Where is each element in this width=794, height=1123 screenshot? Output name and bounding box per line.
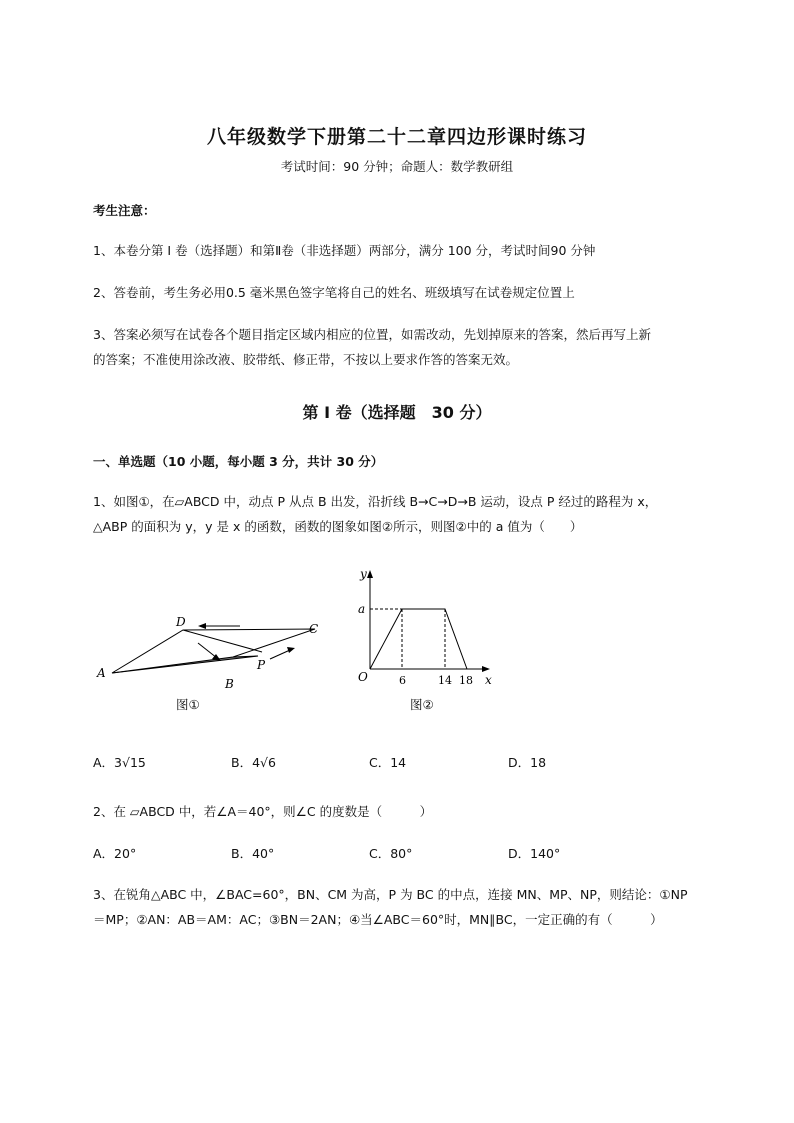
label-p: P bbox=[257, 658, 266, 672]
q1-option-c[interactable]: C．14 bbox=[369, 755, 407, 770]
page-title: 八年级数学下册第二十二章四边形课时练习 bbox=[206, 126, 587, 148]
y-axis-arrow bbox=[367, 570, 373, 578]
label-c: C bbox=[309, 622, 319, 636]
notice-item-3: 3、答案必须写在试卷各个题目指定区域内相应的位置，如需改动，先划掉原来的答案，然后再写上新 bbox=[93, 327, 651, 342]
q1-option-a[interactable]: A．3√15 bbox=[93, 755, 146, 770]
arrow-down-line bbox=[198, 643, 217, 658]
q3-stem-line2: ＝MP；②AN：AB＝AM：AC；③BN＝2AN；④当∠ABC＝60°时，MN∥BC，一定正确的有（ ） bbox=[93, 912, 663, 927]
part-title: 一、单选题（10 小题，每小题 3 分，共计 30 分） bbox=[93, 454, 384, 469]
q1-fig2-caption: 图② bbox=[410, 697, 434, 712]
x-axis-arrow bbox=[482, 666, 490, 672]
exam-info: 考试时间：90 分钟；命题人：数学教研组 bbox=[280, 159, 514, 174]
section-title: 第 I 卷（选择题 30 分） bbox=[302, 403, 492, 422]
q2-option-b[interactable]: B．40° bbox=[231, 846, 275, 861]
function-graph bbox=[370, 609, 467, 669]
q1-fig1-caption: 图① bbox=[176, 697, 200, 712]
tick-18: 18 bbox=[459, 674, 473, 687]
segment-ap bbox=[112, 656, 258, 673]
q2-option-d[interactable]: D．140° bbox=[508, 846, 561, 861]
q2-stem: 2、在 ▱ABCD 中，若∠A＝40°，则∠C 的度数是（ ） bbox=[93, 804, 433, 819]
q2-option-a[interactable]: A．20° bbox=[93, 846, 137, 861]
q1-option-d[interactable]: D．18 bbox=[508, 755, 547, 770]
q1-option-b[interactable]: B．4√6 bbox=[231, 755, 276, 770]
label-a: A bbox=[97, 666, 106, 680]
notice-item-3-cont: 的答案；不准使用涂改液、胶带纸、修正带，不按以上要求作答的答案无效。 bbox=[93, 352, 519, 367]
parallelogram-abcd bbox=[112, 629, 315, 673]
origin-label: O bbox=[358, 670, 368, 684]
notice-item-1: 1、本卷分第 I 卷（选择题）和第Ⅱ卷（非选择题）两部分，满分 100 分，考试时间90 分钟 bbox=[93, 243, 596, 258]
arrow-up-line bbox=[270, 650, 290, 659]
notice-heading: 考生注意： bbox=[93, 203, 156, 218]
q1-figure1 bbox=[90, 610, 330, 695]
q1-stem-line1: 1、如图①，在▱ABCD 中，动点 P 从点 B 出发，沿折线 B→C→D→B 运动，设点 P 经过的路程为 x， bbox=[93, 494, 658, 509]
q1-stem-line2: △ABP 的面积为 y，y 是 x 的函数，函数的图象如图②所示，则图②中的 a 值为（ ） bbox=[93, 519, 583, 534]
label-d: D bbox=[176, 615, 186, 629]
arrow-left-head bbox=[198, 623, 206, 629]
y-label: y bbox=[360, 567, 367, 581]
arrow-up-head bbox=[287, 647, 295, 653]
tick-14: 14 bbox=[438, 674, 452, 687]
tick-6: 6 bbox=[399, 674, 406, 687]
notice-item-2: 2、答卷前，考生务必用0.5 毫米黑色签字笔将自己的姓名、班级填写在试卷规定位置上 bbox=[93, 285, 575, 300]
segment-dp bbox=[183, 630, 262, 652]
q1-figure2 bbox=[350, 563, 505, 690]
label-b: B bbox=[225, 677, 234, 691]
a-label: a bbox=[358, 602, 366, 616]
q3-stem-line1: 3、在锐角△ABC 中，∠BAC=60°，BN、CM 为高，P 为 BC 的中点，连接 MN、MP、NP，则结论：①NP bbox=[93, 887, 688, 902]
x-label: x bbox=[485, 673, 492, 687]
q2-option-c[interactable]: C．80° bbox=[369, 846, 413, 861]
